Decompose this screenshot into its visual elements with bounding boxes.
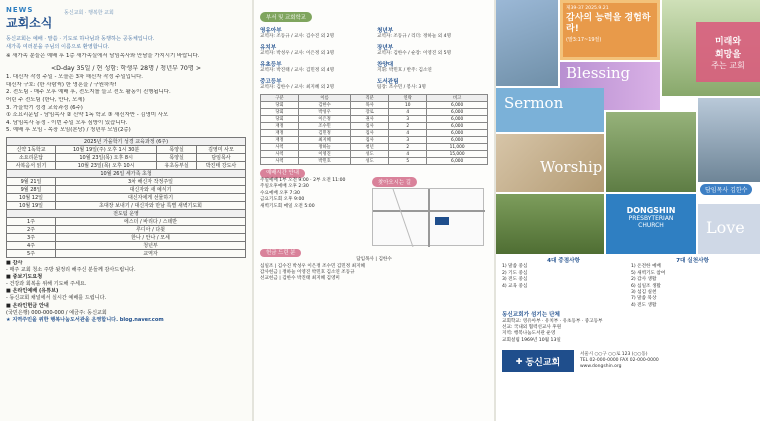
photo-tile bbox=[496, 194, 604, 254]
table-cell: 5주 bbox=[7, 249, 56, 257]
church-en: CHURCH bbox=[638, 222, 664, 229]
table-cell: 4주 bbox=[7, 241, 56, 249]
table-cell: 박민호 bbox=[299, 158, 351, 165]
table-cell: 에스더 / 바리다 / 스데반 bbox=[56, 217, 246, 225]
priority-item: 2) 기도 중심 bbox=[502, 270, 528, 276]
news-item: 대신자 구호: (한 사람씩) 한 영혼을 / 구원하자! bbox=[6, 81, 117, 88]
dept-title: 중고등부 bbox=[260, 79, 282, 85]
roster-header: 구분 bbox=[261, 95, 299, 102]
offering-header: 헌금 드린 분 bbox=[260, 249, 301, 257]
table-cell: 정하늘 bbox=[299, 144, 351, 151]
table-cell: 성도 bbox=[351, 158, 389, 165]
news-text: - 동신교회 채널에서 실시간 예배를 드립니다. bbox=[6, 295, 107, 302]
pastor-label: 담임목사 김한수 bbox=[700, 184, 752, 195]
table-cell: 사복음서 읽기 bbox=[7, 161, 56, 169]
practice-item: 4) 전도 생활 bbox=[631, 302, 657, 308]
table-cell: 5 bbox=[389, 158, 427, 165]
dept-title: 영유아부 bbox=[260, 28, 282, 34]
offering-pastor: 담임목사 | 김한수 bbox=[356, 257, 392, 263]
address: 서울시 ○○구 ○○로 123 (○○동) bbox=[580, 351, 648, 357]
news-heading: ■ 중보기도요청 bbox=[6, 274, 43, 281]
newcomer-note: ※ 새가족 분들은 예배 후 1층 새가족실에서 담임목사와 만남을 가지시기 바랍니다. bbox=[6, 53, 200, 59]
roster-header: 이름 bbox=[299, 95, 351, 102]
table-cell: 당회 bbox=[261, 109, 299, 116]
table-cell: 10월 12일 bbox=[7, 193, 56, 201]
table-cell: 10월 23일(목) 오후 10시 bbox=[56, 161, 157, 169]
news-heading: ■ 온라인예배 (유튜브) bbox=[6, 288, 59, 295]
service-line: 주일예배 1부 오전 9:00 · 2부 오전 11:00 bbox=[260, 177, 346, 183]
photo-tile bbox=[606, 112, 696, 192]
dept-title: 장년부 bbox=[377, 45, 394, 51]
news-item: ① 소요리문답 - 담임목사 ② 신약 1독 학교 ③ 새신자반 - 김영미 사모 bbox=[6, 112, 169, 119]
offering-line: 감사헌금 | 정하늘 이영진 박민호 김소연 조동규 bbox=[260, 269, 355, 275]
table-cell: 대신자와 새 예식기 bbox=[56, 185, 246, 193]
photo-collage bbox=[496, 0, 760, 254]
word-love: Love bbox=[706, 218, 745, 237]
table-cell: 6,000 bbox=[427, 137, 488, 144]
table-cell: 재정 bbox=[261, 137, 299, 144]
table-cell: 사역 bbox=[261, 158, 299, 165]
table-cell: 최지혜 bbox=[299, 137, 351, 144]
table-cell: 박성우 bbox=[299, 109, 351, 116]
map-header: 찾아오시는 길 bbox=[372, 177, 417, 187]
photo-tile bbox=[496, 88, 604, 132]
logo-text: 동신교회 bbox=[525, 357, 561, 368]
table-cell: 권사 bbox=[351, 116, 389, 123]
photo-tile bbox=[496, 134, 604, 192]
practice-item: 6) 십일조 생활 bbox=[631, 283, 661, 289]
practices-title: 7대 실천사항 bbox=[676, 258, 709, 264]
tagline-line: 미래와 bbox=[714, 37, 742, 47]
table-cell: 대신자에게 선물하기 bbox=[56, 193, 246, 201]
section-header: 부서 및 교회학교 bbox=[260, 12, 312, 22]
news-text: - 건강과 회복을 위해 기도해 주세요. bbox=[6, 281, 87, 288]
table-cell: 11,000 bbox=[427, 144, 488, 151]
dept-title: 유초등부 bbox=[260, 62, 282, 68]
table-cell: 목양실 bbox=[157, 145, 197, 153]
intro-line: 새가족 여러분을 주님의 이름으로 환영합니다. bbox=[6, 44, 110, 50]
roster-table bbox=[260, 94, 488, 165]
dept-line: 교역자: 박성우 / 교사: 이은정 외 3명 bbox=[260, 51, 335, 56]
service-line: 금요기도회 오후 9:00 bbox=[260, 197, 305, 203]
news-tag: NEWS bbox=[6, 6, 34, 14]
dept-title: 찬양대 bbox=[377, 62, 394, 68]
table-cell: 6,000 bbox=[427, 130, 488, 137]
dday-line: <D-day 35일 / 현 성함: 학생부 28명 / 청년부 70명 > bbox=[50, 64, 201, 72]
table-cell: 장로 bbox=[351, 109, 389, 116]
priority-item: 3) 전도 중심 bbox=[502, 277, 528, 283]
praise-table-title: 전도팀 운영 bbox=[7, 209, 246, 217]
table-cell: 1주 bbox=[7, 217, 56, 225]
photo-tile bbox=[698, 204, 760, 254]
phone: TEL 02-000-0000 FAX 02-000-0000 bbox=[580, 358, 659, 364]
logo-row bbox=[502, 350, 754, 372]
news-subtitle: 동신교회 · 행복한 교회 bbox=[64, 10, 114, 16]
table-cell: 목사 bbox=[351, 102, 389, 109]
table-cell: 루디아 / 다윗 bbox=[56, 225, 246, 233]
dept-line: 교역자: 김한수 / 순장: 이영진 외 5명 bbox=[377, 51, 452, 56]
verse-headline: 감사의 능력을 경험하라! bbox=[566, 13, 651, 34]
news-item: 1. 대신자 작정 주일 - 오늘은 3차 해신자 작정 주일입니다. bbox=[6, 74, 144, 81]
news-heading: ■ 감사 bbox=[6, 259, 23, 266]
priorities bbox=[502, 258, 625, 309]
tagline-box bbox=[696, 22, 760, 82]
table-cell: 3 bbox=[389, 137, 427, 144]
church-logo bbox=[502, 350, 574, 372]
table-cell: 초대장 보내기 / 대신자와 만남 특별 새벽기도회 bbox=[56, 201, 246, 209]
table-cell: 유초등부실 bbox=[157, 161, 197, 169]
oct-table-title: 10월 26일 세가족 초청 bbox=[7, 169, 246, 177]
service-times bbox=[260, 169, 366, 246]
tagline-line: 주는 교회 bbox=[711, 61, 745, 70]
table-cell: 6,000 bbox=[427, 102, 488, 109]
table-cell: 재정 bbox=[261, 130, 299, 137]
table-cell: 김영미 사모 bbox=[196, 145, 245, 153]
table-cell: 성도 bbox=[351, 151, 389, 158]
department-panel bbox=[254, 0, 494, 421]
table-cell: 10월 19일(주) 오후 1시 30분 bbox=[56, 145, 157, 153]
table-cell: 10월 19일 bbox=[7, 201, 56, 209]
news-text: (국민은행) 000-000-000 / 예금주: 동신교회 bbox=[6, 309, 107, 316]
photo-tile bbox=[496, 0, 558, 86]
table-cell: 이영진 bbox=[299, 151, 351, 158]
church-en: PRESBYTERIAN bbox=[628, 215, 674, 222]
dept-line: 교역자: 김한수 / 교사: 최지혜 외 2명 bbox=[260, 85, 335, 90]
affiliations-title: 동신교회가 섬기는 단체 bbox=[502, 312, 560, 319]
affiliation-line: 교회학교: 영유아부 · 유치부 · 유초등부 · 중고등부 bbox=[502, 318, 603, 324]
word-sermon: Sermon bbox=[504, 94, 564, 112]
intro-text bbox=[6, 35, 246, 51]
table-cell: 박진태 강도사 bbox=[196, 161, 245, 169]
founded-date: 교회설립 1969년 10월 13일 bbox=[502, 337, 561, 343]
table-cell: 김한수 bbox=[299, 102, 351, 109]
table-cell: 2 bbox=[389, 144, 427, 151]
footer-note: ★ 지역주민을 위한 행복나눔도서관을 운영합니다. blog.naver.com bbox=[6, 316, 164, 323]
table-cell: 당회 bbox=[261, 102, 299, 109]
news-item: 4. 담임목사 동정 - 이번 주일 오후 심방이 있습니다. bbox=[6, 119, 128, 126]
table-cell: 교역자 bbox=[56, 249, 246, 257]
table-cell: 재정 bbox=[261, 123, 299, 130]
practice-item: 3) 섬김 실천 bbox=[631, 290, 657, 296]
table-cell: 집사 bbox=[351, 130, 389, 137]
verse-reference: (말3:17~19절) bbox=[566, 37, 602, 43]
affiliation-line: 선교: 국내외 협력선교사 후원 bbox=[502, 325, 562, 331]
practice-item: 1) 온전한 예배 bbox=[631, 264, 661, 270]
table-cell: 3차 해신자 작정주일 bbox=[56, 177, 246, 185]
table-cell: 15,000 bbox=[427, 151, 488, 158]
education-table-title: 2025년 가을학기 성경 교육과정 (6주) bbox=[7, 137, 246, 145]
table-cell: 목양실 bbox=[157, 153, 197, 161]
affiliations bbox=[502, 312, 754, 344]
map-section bbox=[372, 169, 484, 246]
table-cell: 김민정 bbox=[299, 130, 351, 137]
roster-header: 직분 bbox=[351, 95, 389, 102]
table-cell: 6,000 bbox=[427, 158, 488, 165]
department-columns bbox=[254, 23, 494, 91]
table-cell: 2 bbox=[389, 123, 427, 130]
church-en: DONGSHIN bbox=[626, 206, 676, 215]
news-item: 5. 예배 후 모임 - 목장 모임(본당) / 청년부 모임(2층) bbox=[6, 127, 131, 134]
service-and-map bbox=[254, 169, 494, 246]
table-cell: 조수민 bbox=[299, 123, 351, 130]
table-cell: 담임목사 bbox=[196, 153, 245, 161]
intro-line: 동신교회는 예배 · 말씀 · 기도로 하나님과 동행하는 공동체입니다. bbox=[6, 36, 155, 42]
news-panel bbox=[0, 0, 252, 421]
roster-header: 비고 bbox=[427, 95, 488, 102]
news-items bbox=[6, 74, 246, 135]
table-cell: 4 bbox=[389, 109, 427, 116]
priority-item: 4) 교육 중심 bbox=[502, 283, 528, 289]
table-cell: 이은정 bbox=[299, 116, 351, 123]
dept-title: 도서관팀 bbox=[377, 79, 399, 85]
service-line: 새벽기도회 매일 오전 5:00 bbox=[260, 203, 315, 209]
dept-line: 교역자: 조동규 / 리더: 정하늘 외 4명 bbox=[377, 34, 452, 39]
news-heading: ■ 온라인헌금 안내 bbox=[6, 302, 49, 309]
news-text: - 매주 교회 청소 주방 뒷정리 해주신 분들께 감사드립니다. bbox=[6, 267, 136, 274]
church-name-box bbox=[606, 194, 696, 254]
table-cell: 3주 bbox=[7, 233, 56, 241]
news-item: 어린 주 전도팀 (한나, 안나, 모세) bbox=[6, 96, 85, 103]
education-table bbox=[6, 137, 246, 258]
roster-header: 연락 bbox=[389, 95, 427, 102]
word-worship: Worship bbox=[540, 158, 603, 176]
tagline-line: 희망을 bbox=[714, 50, 742, 60]
dept-line: 팀장: 조수민 / 봉사: 3명 bbox=[377, 85, 426, 90]
table-cell: 사역 bbox=[261, 151, 299, 158]
service-header: 예배시간 안내 bbox=[260, 169, 305, 178]
table-cell: 6,000 bbox=[427, 109, 488, 116]
table-cell: 한나 / 안나 / 모세 bbox=[56, 233, 246, 241]
practice-item: 7) 말씀 묵상 bbox=[631, 296, 657, 302]
dept-title: 유치부 bbox=[260, 45, 277, 51]
dept-line: 지휘: 박민호 / 반주: 김소연 bbox=[377, 68, 432, 73]
news-title: 교회소식 bbox=[6, 16, 53, 30]
dept-line: 교역자: 박진태 / 교사: 김민정 외 4명 bbox=[260, 68, 335, 73]
word-blessing: Blessing bbox=[566, 64, 631, 82]
church-info bbox=[496, 254, 760, 376]
practice-item: 5) 새벽기도 참여 bbox=[631, 270, 666, 276]
location-map bbox=[372, 188, 484, 246]
service-line: 수요예배 오후 7:30 bbox=[260, 190, 300, 196]
service-line: 주일오후예배 오후 2:30 bbox=[260, 184, 309, 190]
table-cell: 당회 bbox=[261, 116, 299, 123]
table-cell: 청년 bbox=[351, 144, 389, 151]
practice-item: 2) 감사 생활 bbox=[631, 277, 657, 283]
cover-panel bbox=[496, 0, 760, 421]
priorities-title: 4대 중점사항 bbox=[547, 258, 580, 264]
table-cell: 신약 1독학교 bbox=[7, 145, 56, 153]
contact-info bbox=[580, 352, 659, 371]
table-cell: 집사 bbox=[351, 123, 389, 130]
table-cell: 2주 bbox=[7, 225, 56, 233]
pastor-photo bbox=[698, 98, 760, 182]
dept-line: 교역자: 조동규 / 교사: 김수진 외 2명 bbox=[260, 34, 335, 39]
offering-line: 십일조 | 김수진 박성우 이은정 조수민 김민정 최지혜 bbox=[260, 263, 365, 269]
table-cell: 6,000 bbox=[427, 116, 488, 123]
table-cell: 사역 bbox=[261, 144, 299, 151]
priority-item: 1) 말씀 중심 bbox=[502, 264, 528, 270]
table-cell: 청년부 bbox=[56, 241, 246, 249]
table-cell: 3 bbox=[389, 116, 427, 123]
table-cell: 10 bbox=[389, 102, 427, 109]
offering-list bbox=[260, 249, 488, 282]
table-cell: 10월 23일(목) 오후 8시 bbox=[56, 153, 157, 161]
table-cell: 4 bbox=[389, 130, 427, 137]
practices bbox=[631, 258, 754, 309]
table-cell: 9월 28일 bbox=[7, 185, 56, 193]
table-cell: 집사 bbox=[351, 137, 389, 144]
extra-news bbox=[6, 260, 246, 324]
website-link[interactable]: www.dongshin.org bbox=[580, 364, 622, 370]
table-cell: 6,000 bbox=[427, 123, 488, 130]
issue-number: 제39-37 2025.9.21 bbox=[566, 6, 609, 11]
news-item: 2. 전도팀 - 매주 오후 예배 후, 전도지를 들고 전도 활동이 진행됩니다. bbox=[6, 89, 171, 96]
table-cell: 소요리문답 bbox=[7, 153, 56, 161]
affiliation-line: 지역: 행복나눔도서관 운영 bbox=[502, 331, 556, 337]
offering-line: 선교헌금 | 김한수 박진태 최지혜 김영미 bbox=[260, 276, 340, 282]
table-cell: 9월 21일 bbox=[7, 177, 56, 185]
news-item: 3. 가을학기 성경 교육과정 (6주) bbox=[6, 104, 83, 111]
dept-title: 청년부 bbox=[377, 28, 394, 34]
verse-box bbox=[560, 0, 660, 60]
map-drawing bbox=[373, 189, 485, 247]
table-cell: 4 bbox=[389, 151, 427, 158]
cross-icon: ✚ bbox=[515, 356, 523, 366]
